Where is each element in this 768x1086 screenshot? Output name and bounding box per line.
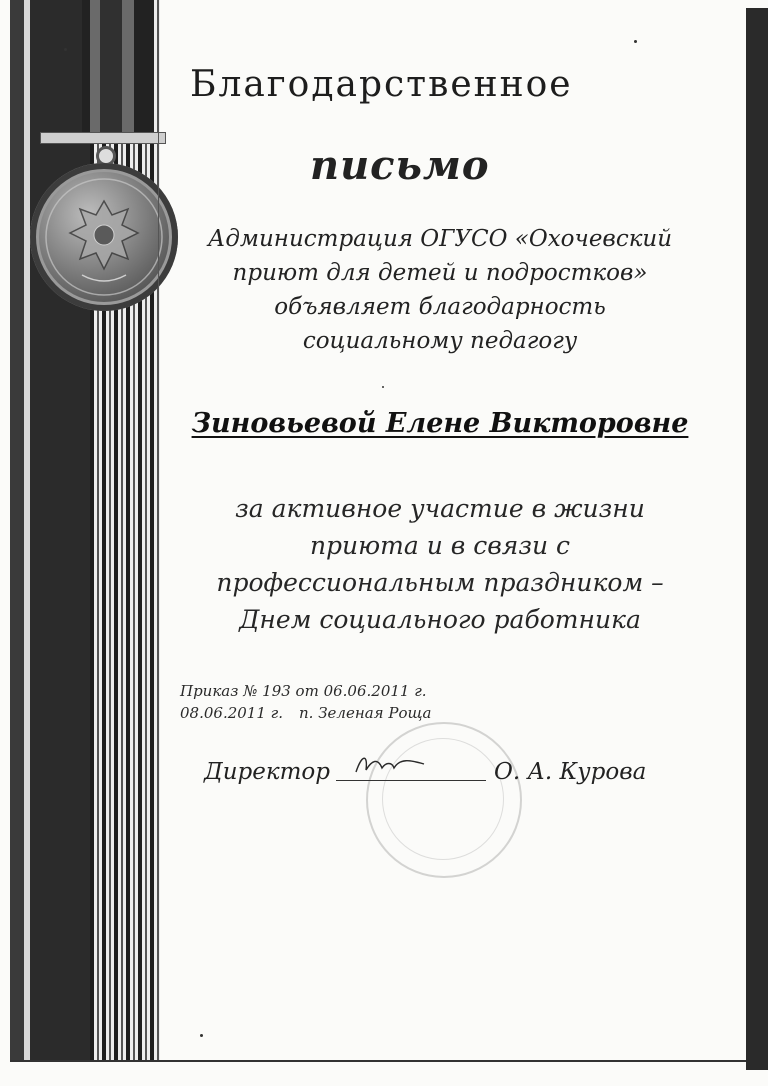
scan-speck <box>634 40 637 43</box>
org-line: приют для детей и подростков» <box>232 260 648 286</box>
org-line: социальному педагогу <box>302 328 578 354</box>
org-line: объявляет благодарность <box>274 294 606 320</box>
bottom-frame-line <box>10 1060 746 1062</box>
reason-line: приюта и в связи с <box>309 531 571 560</box>
scan-speck <box>200 1034 203 1037</box>
reason-line: профессиональным праздником – <box>216 568 664 597</box>
signature-role: Директор <box>204 759 330 785</box>
ribbon-bar <box>40 132 166 144</box>
title-main: Благодарственное <box>190 64 573 105</box>
title-subtitle: письмо <box>310 142 490 189</box>
signature-row <box>204 758 646 785</box>
scan-speck <box>64 48 67 51</box>
signatory-name: О. А. Курова <box>493 759 647 785</box>
recipient-text: Зиновьевой Елене Викторовне <box>191 408 689 439</box>
medal-ribbon <box>82 0 154 140</box>
scan-speck <box>382 386 384 388</box>
order-number: Приказ № 193 от 06.06.2011 г. <box>180 682 427 700</box>
frame-line <box>158 8 159 1060</box>
handwritten-signature <box>352 752 432 778</box>
organization-text <box>160 222 720 358</box>
date-place <box>180 702 431 724</box>
reason-text <box>160 490 720 638</box>
medal-emblem-icon <box>30 163 178 311</box>
org-line: Администрация ОГУСО «Охочевский <box>207 226 673 252</box>
order-info <box>180 680 431 724</box>
recipient-name <box>160 408 720 439</box>
scan-edge <box>746 8 768 1070</box>
reason-line: Днем социального работника <box>239 605 641 634</box>
issue-date: 08.06.2011 г. <box>180 704 284 722</box>
reason-line: за активное участие в жизни <box>235 494 645 523</box>
issue-place: п. Зеленая Роща <box>299 704 432 722</box>
faded-stamp <box>366 722 522 878</box>
certificate-title <box>190 64 650 189</box>
signature-line <box>336 758 486 781</box>
